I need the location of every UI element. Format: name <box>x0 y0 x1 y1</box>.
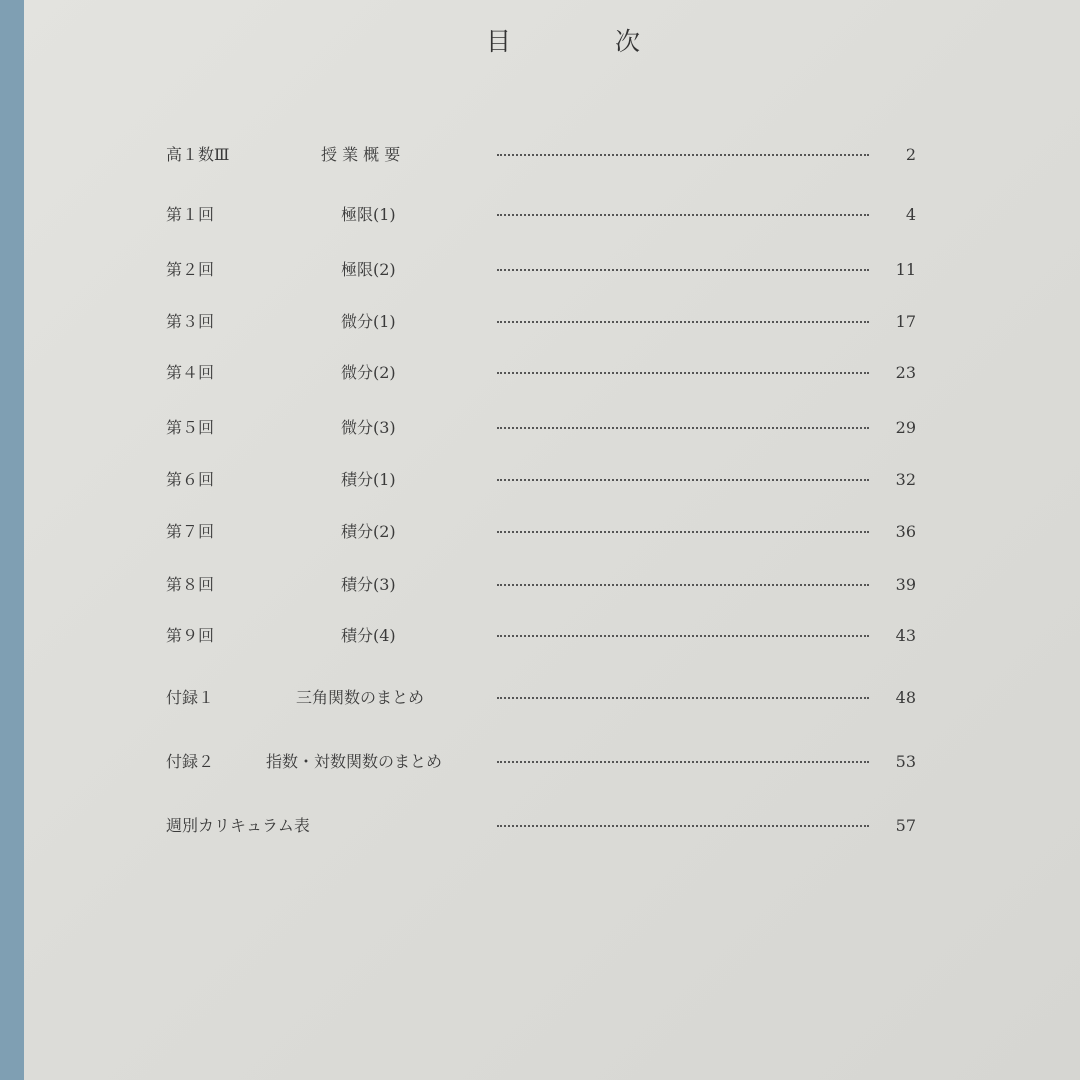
entry-label: 第２回 <box>166 260 215 279</box>
dot-leader <box>497 372 869 374</box>
dot-leader <box>497 531 869 533</box>
toc-entry <box>166 413 916 443</box>
entry-page-number: 17 <box>895 312 916 331</box>
toc-entry <box>166 621 916 651</box>
entry-label: 第１回 <box>166 205 215 224</box>
entry-page-number: 39 <box>895 575 916 594</box>
toc-entry <box>166 811 916 841</box>
entry-label: 週別カリキュラム表 <box>166 816 310 835</box>
entry-label: 第９回 <box>166 626 215 645</box>
page-title: 目 次 <box>486 27 688 56</box>
entry-page-number: 2 <box>905 145 916 164</box>
toc-entry <box>166 255 916 285</box>
dot-leader <box>497 269 869 271</box>
entry-page-number: 57 <box>895 816 916 835</box>
entry-page-number: 32 <box>895 470 916 489</box>
toc-entry <box>166 200 916 230</box>
dot-leader <box>497 427 869 429</box>
entry-subtitle: 指数・対数関数のまとめ <box>266 752 443 771</box>
entry-page-number: 53 <box>895 752 916 771</box>
toc-entry <box>166 747 916 777</box>
dot-leader <box>497 321 869 323</box>
dot-leader <box>497 479 869 481</box>
toc-entry <box>166 683 916 713</box>
entry-subtitle: 積分(3) <box>341 575 396 594</box>
entry-label: 付録１ <box>166 688 215 707</box>
entry-page-number: 4 <box>905 205 916 224</box>
entry-subtitle: 極限(1) <box>341 205 396 224</box>
entry-subtitle: 極限(2) <box>341 260 396 279</box>
entry-page-number: 43 <box>895 626 916 645</box>
toc-entry <box>166 140 916 170</box>
entry-subtitle: 積分(2) <box>341 522 396 541</box>
entry-page-number: 29 <box>895 418 916 437</box>
entry-subtitle: 積分(1) <box>341 470 396 489</box>
entry-page-number: 36 <box>895 522 916 541</box>
entry-label: 第３回 <box>166 312 215 331</box>
entry-subtitle: 微分(2) <box>341 363 396 382</box>
entry-subtitle: 授 業 概 要 <box>321 145 401 164</box>
toc-entry <box>166 358 916 388</box>
entry-label: 高１数Ⅲ <box>166 145 230 164</box>
entry-page-number: 23 <box>895 363 916 382</box>
entry-label: 第７回 <box>166 522 215 541</box>
entry-subtitle: 積分(4) <box>341 626 396 645</box>
entry-label: 第６回 <box>166 470 215 489</box>
toc-entry <box>166 307 916 337</box>
entry-subtitle: 微分(1) <box>341 312 396 331</box>
dot-leader <box>497 761 869 763</box>
toc-entry <box>166 570 916 600</box>
entry-label: 第４回 <box>166 363 215 382</box>
dot-leader <box>497 635 869 637</box>
entry-subtitle: 微分(3) <box>341 418 396 437</box>
toc-entry <box>166 465 916 495</box>
dot-leader <box>497 154 869 156</box>
entry-subtitle: 三角関数のまとめ <box>296 688 425 707</box>
dot-leader <box>497 214 869 216</box>
entry-label: 付録２ <box>166 752 215 771</box>
entry-label: 第５回 <box>166 418 215 437</box>
dot-leader <box>497 584 869 586</box>
dot-leader <box>497 697 869 699</box>
entry-label: 第８回 <box>166 575 215 594</box>
dot-leader <box>497 825 869 827</box>
toc-entry <box>166 517 916 547</box>
entry-page-number: 11 <box>895 260 916 279</box>
entry-page-number: 48 <box>895 688 916 707</box>
